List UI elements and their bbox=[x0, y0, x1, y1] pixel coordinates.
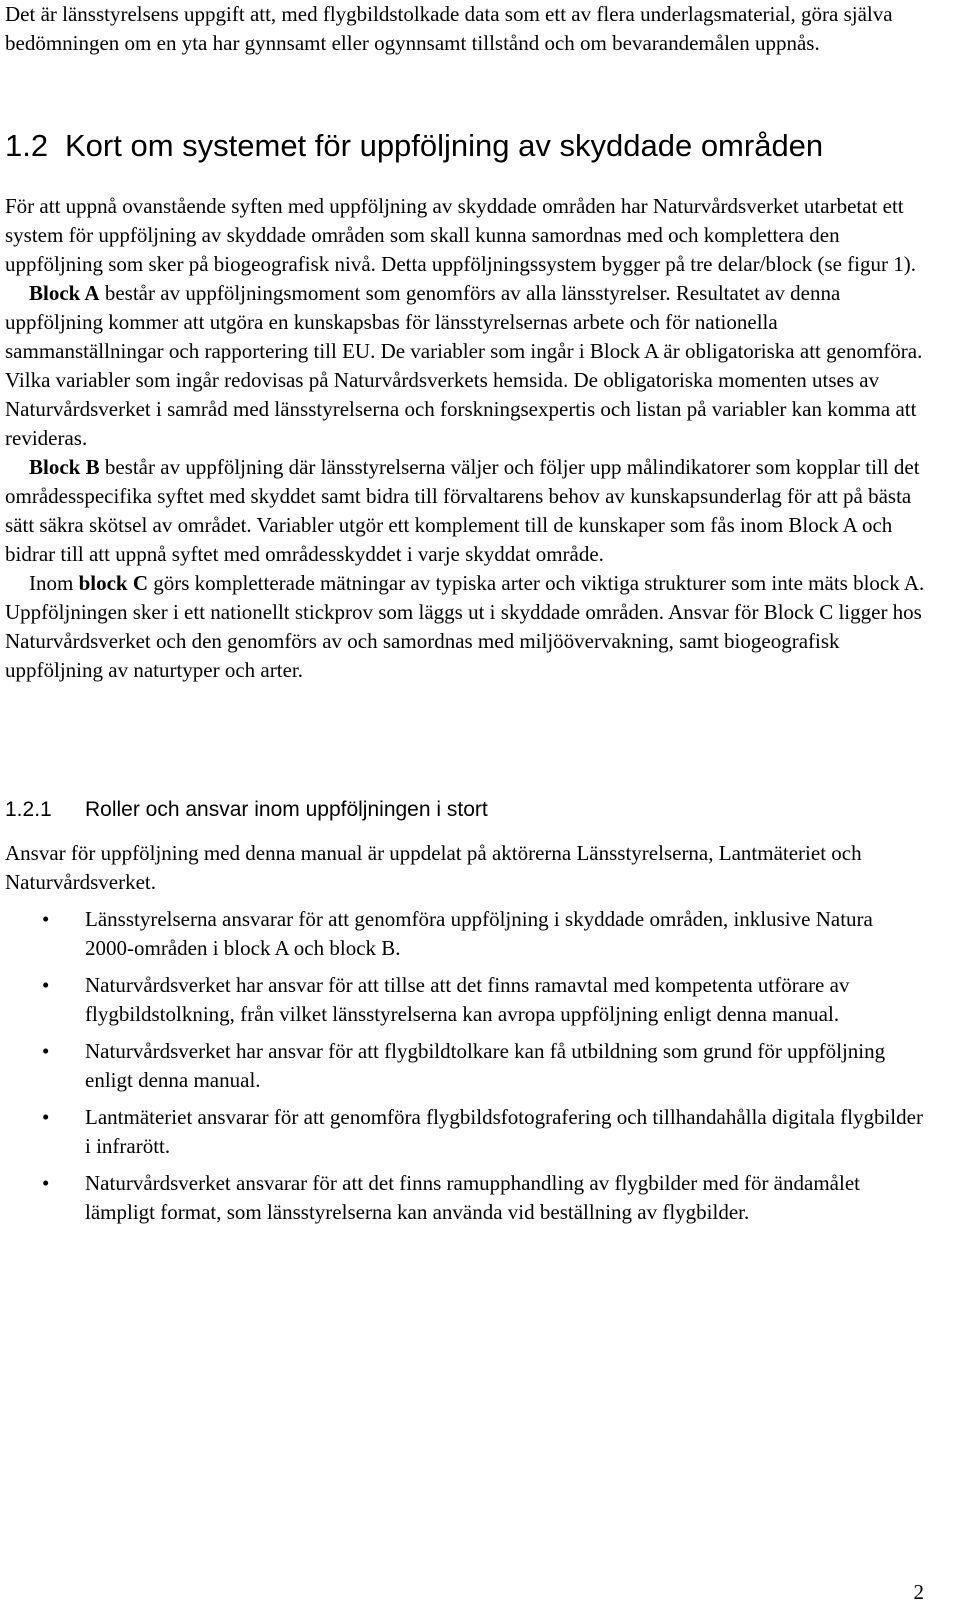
intro-block bbox=[5, 0, 925, 58]
bullet-icon: • bbox=[42, 973, 50, 997]
list-item bbox=[5, 1103, 925, 1161]
block-c-prefix: Inom bbox=[29, 571, 79, 595]
bullet-icon: • bbox=[42, 1039, 50, 1063]
block-a-label: Block A bbox=[29, 281, 100, 305]
intro-paragraph: Det är länsstyrelsens uppgift att, med flygbildstolkade data som ett av flera underlagsmaterial, göra själva bedömningen om en yta har gynnsamt eller ogynnsamt tillstånd och om bevarandemålen uppnås. bbox=[5, 2, 893, 55]
list-item bbox=[5, 905, 925, 963]
list-item-text: Lantmäteriet ansvarar för att genomföra flygbildsfotografering och tillhandahålla digitala flygbilder i infrarött. bbox=[85, 1105, 923, 1158]
list-item bbox=[5, 1037, 925, 1095]
bullet-icon: • bbox=[42, 1105, 50, 1129]
section-1-2-1-body bbox=[5, 839, 925, 1235]
list-item-text: Naturvårdsverket ansvarar för att det finns ramupphandling av flygbilder med för ändamålet lämpligt format, som länsstyrelserna kan använda vid beställning av flygbilder. bbox=[85, 1171, 860, 1224]
subsection-heading-1-2-1 bbox=[5, 797, 488, 823]
bullet-icon: • bbox=[42, 907, 50, 931]
block-c-label: block C bbox=[78, 571, 149, 595]
list-item-text: Naturvårdsverket har ansvar för att flygbildtolkare kan få utbildning som grund för uppföljning enligt denna manual. bbox=[85, 1039, 886, 1092]
section-number: 1.2 bbox=[5, 128, 49, 163]
roles-paragraph: Ansvar för uppföljning med denna manual är uppdelat på aktörerna Länsstyrelserna, Lantmäteriet och Naturvårdsverket. bbox=[5, 841, 862, 894]
subsection-number: 1.2.1 bbox=[5, 798, 52, 821]
block-b-label: Block B bbox=[29, 455, 100, 479]
block-b-paragraph bbox=[5, 453, 925, 569]
section-heading-1-2 bbox=[5, 128, 823, 164]
list-item-text: Naturvårdsverket har ansvar för att tillse att det finns ramavtal med kompetenta utförare av flygbildstolkning, från vilket länsstyrelserna kan avropa uppföljning enligt denna manual. bbox=[85, 973, 850, 1026]
block-c-text: görs kompletterade mätningar av typiska arter och viktiga strukturer som inte mäts block A. Uppföljningen sker i ett nationellt stickprov som läggs ut i skyddade områden. Ansvar för Block C ligger hos Naturvårdsverket och den genomförs av och samordnas med miljöövervakning, samt biogeografisk uppföljning av naturtyper och arter. bbox=[5, 571, 925, 682]
section-1-2-body bbox=[5, 192, 925, 685]
roles-list bbox=[5, 905, 925, 1227]
page-number: 2 bbox=[913, 1580, 924, 1604]
subsection-title: Roller och ansvar inom uppföljningen i stort bbox=[85, 798, 488, 821]
block-a-paragraph bbox=[5, 279, 925, 453]
block-b-text: består av uppföljning där länsstyrelserna väljer och följer upp målindikatorer som kopplar till det områdesspecifika syftet med skyddet samt bidra till förvaltarens behov av kunskapsunderlag för att på bästa sätt säkra skötsel av området. Variabler utgör ett komplement till de kunskaper som fås inom Block A och bidrar till att uppnå syftet med områdesskyddet i varje skyddat område. bbox=[5, 455, 920, 566]
section-paragraph: För att uppnå ovanstående syften med uppföljning av skyddade områden har Naturvårdsverket utarbetat ett system för uppföljning av skyddade områden som skall kunna samordnas med och komplettera den uppföljning som sker på biogeografisk nivå. Detta uppföljningssystem bygger på tre delar/block (se figur 1). bbox=[5, 194, 916, 276]
list-item bbox=[5, 971, 925, 1029]
bullet-icon: • bbox=[42, 1171, 50, 1195]
block-c-paragraph bbox=[5, 569, 925, 685]
list-item bbox=[5, 1169, 925, 1227]
section-title: Kort om systemet för uppföljning av skyddade områden bbox=[65, 128, 824, 163]
list-item-text: Länsstyrelserna ansvarar för att genomföra uppföljning i skyddade områden, inklusive Natura 2000-områden i block A och block B. bbox=[85, 907, 873, 960]
block-a-text: består av uppföljningsmoment som genomförs av alla länsstyrelser. Resultatet av denna uppföljning kommer att utgöra en kunskapsbas för länsstyrelsernas arbete och för nationella sammanställningar och rapportering till EU. De variabler som ingår i Block A är obligatoriska att genomföra. Vilka variabler som ingår redovisas på Naturvårdsverkets hemsida. De obligatoriska momenten utses av Naturvårdsverket i samråd med länsstyrelserna och forskningsexpertis och listan på variabler kan komma att revideras. bbox=[5, 281, 923, 450]
